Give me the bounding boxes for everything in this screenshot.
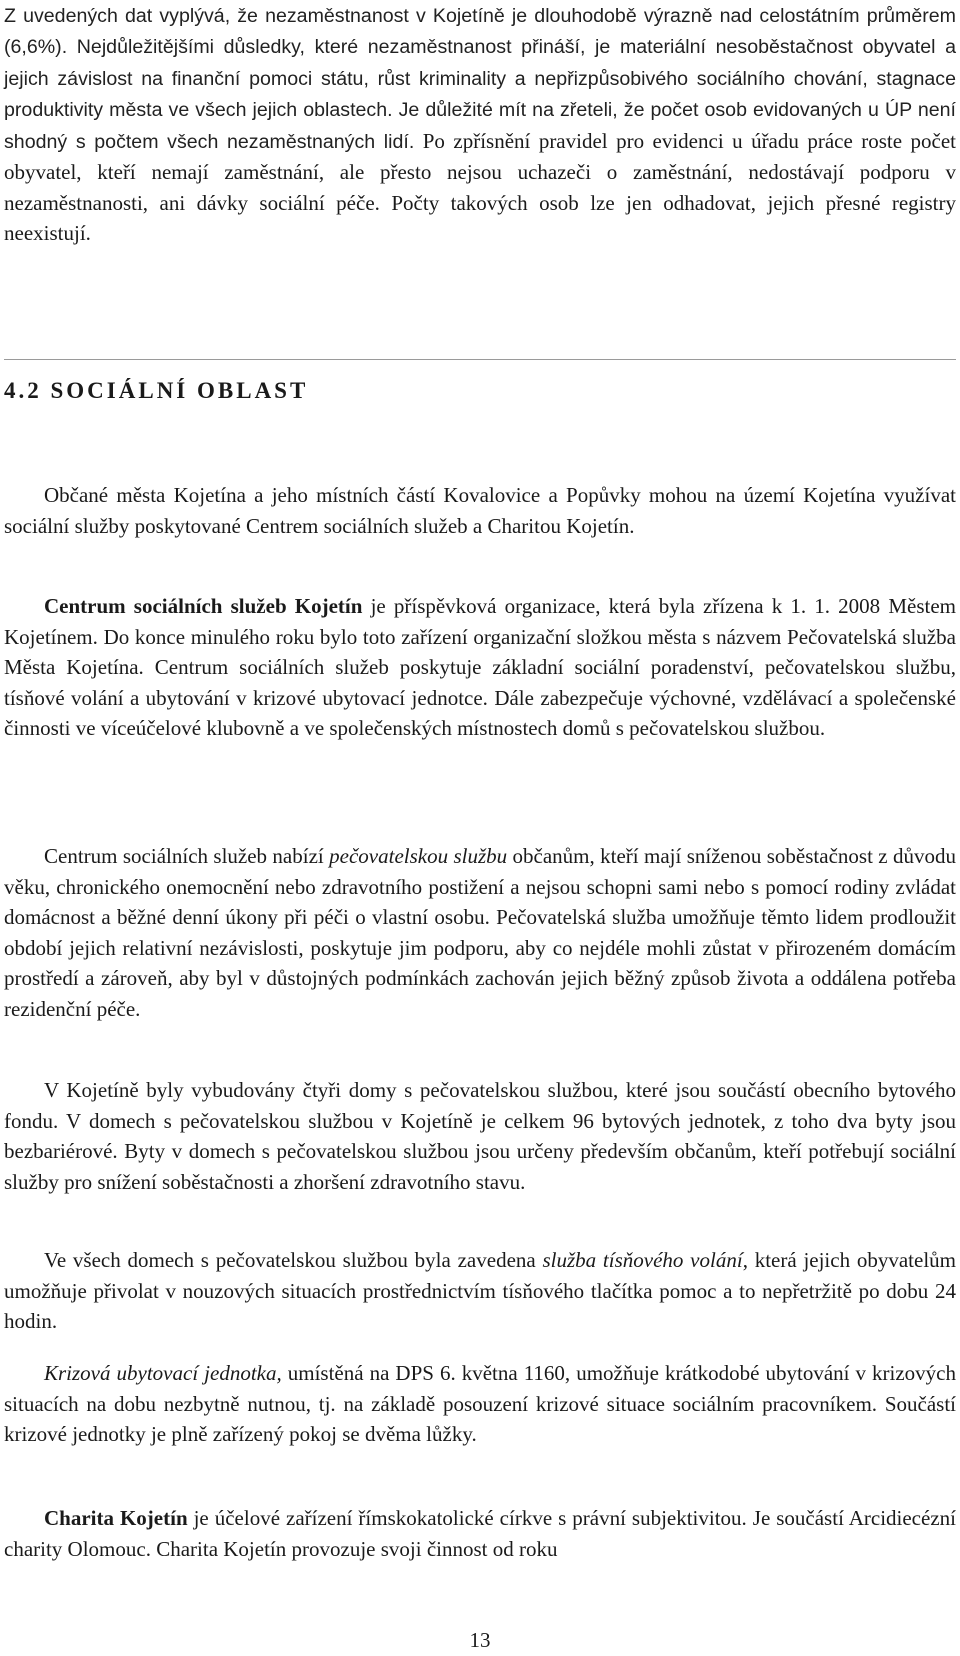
- alarm-description: , která jejich obyvatelům umožňuje přivolat v nouzových situacích prostřednictvím tísňového tlačítka pomoc a to nepřetržitě po dobu 24 hodin.: [4, 1248, 957, 1333]
- alarm-paragraph: [4, 1245, 956, 1337]
- intro-paragraph: Občané města Kojetína a jeho místních částí Kovalovice a Popůvky mohou na území Kojetína využívat sociální služby poskytované Centrem sociálních služeb a Charitou Kojetín.: [4, 483, 956, 538]
- css-paragraph: [4, 591, 956, 744]
- care-service-paragraph: [4, 841, 956, 1024]
- alarm-lead: Ve všech domech s pečovatelskou službou byla zavedena: [44, 1248, 543, 1272]
- crisis-unit-description: umístěná na DPS 6. května 1160, umožňuje krátkodobé ubytování v krizových situacích na dobu nezbytně nutnou, tj. na základě posouzení krizové situace sociálním pracovníkem. Součástí krizové jednotky je plně zařízený pokoj se dvěma lůžky.: [4, 1361, 956, 1446]
- unemployment-serif-text: Po zpřísnění pravidel pro evidenci u úřadu práce roste počet obyvatel, kteří nemají zaměstnání, ale přesto nejsou uchazeči o zaměstnání, nedostávají podporu v nezaměstnanosti, ani dávky sociální péče. Počty takových osob lze jen odhadovat, jejich přesné registry neexistují.: [4, 128, 956, 246]
- unemployment-paragraph: [4, 0, 956, 249]
- section-divider: [4, 359, 956, 360]
- alarm-term: služba tísňového volání: [542, 1248, 743, 1272]
- charita-paragraph: [4, 1503, 956, 1564]
- houses-paragraph: V Kojetíně byly vybudovány čtyři domy s pečovatelskou službou, které jsou součástí obecního bytového fondu. V domech s pečovatelskou službou v Kojetíně je celkem 96 bytových jednotek, z toho dva byty jsou bezbariérové. Byty v domech s pečovatelskou službou jsou určeny především občanům, kteří potřebují sociální služby pro snížení soběstačnosti a zhoršení zdravotního stavu.: [4, 1078, 956, 1194]
- unemployment-sans-text-2: kriminality a nepřizpůsobivého sociálního chování, stagnace produktivity města ve všech jejich oblastech. Je důležité mít na zřeteli, že počet osob evidovaných u ÚP není shodný s počtem všech nezaměstnaných lidí.: [4, 67, 957, 153]
- charita-name: Charita Kojetín: [44, 1506, 188, 1530]
- css-organization-name: Centrum sociálních služeb Kojetín: [44, 594, 363, 618]
- charita-description: je účelové zařízení římskokatolické církve s právní subjektivitou. Je součástí Arcidiecézní charity Olomouc. Charita Kojetín provozuje svoji činnost od roku: [4, 1506, 956, 1561]
- section-heading: 4.2 SOCIÁLNÍ OBLAST: [4, 378, 309, 403]
- care-service-lead: Centrum sociálních služeb nabízí: [44, 844, 330, 868]
- care-service-description: občanům, kteří mají sníženou soběstačnost z důvodu věku, chronického onemocnění nebo zdravotního postižení a nejsou schopni sami nebo s pomocí rodiny zvládat domácnost a běžné denní úkony při péči o vlastní osobu. Pečovatelská služba umožňuje těmto lidem prodloužit období jejich relativní nezávislosti, poskytuje jim podporu, aby co nejdéle mohli zůstat v přirozeném domácím prostředí a zároveň, aby byl v důstojných podmínkách zachován jejich běžný způsob života a oddálena potřeba rezidenční péče.: [4, 844, 957, 1021]
- page-number: 13: [469, 1628, 491, 1652]
- crisis-unit-paragraph: [4, 1358, 956, 1450]
- unemployment-sans-text-1: Z uvedených dat vyplývá, že nezaměstnanost v Kojetíně je dlouhodobě výrazně nad celostátním průměrem (6,6%). Nejdůležitějšími důsledky, které nezaměstnanost přináší, je materiální nesoběstačnost obyvatel a jejich závislost na finanční pomoci státu, růst: [4, 5, 956, 90]
- css-description: je příspěvková organizace, která byla zřízena k 1. 1. 2008 Městem Kojetínem. Do konce minulého roku bylo toto zařízení organizační složkou města s názvem Pečovatelská služba Města Kojetína. Centrum sociálních služeb poskytuje základní sociální poradenství, pečovatelskou službu, tísňové volání a ubytování v krizové ubytovací jednotce. Dále zabezpečuje výchovné, vzdělávací a společenské činnosti ve víceúčelové klubovně a ve společenských místnostech domů s pečovatelskou službou.: [4, 594, 956, 740]
- crisis-unit-term: Krizová ubytovací jednotka,: [44, 1361, 282, 1385]
- care-service-term: pečovatelskou službu: [329, 844, 508, 868]
